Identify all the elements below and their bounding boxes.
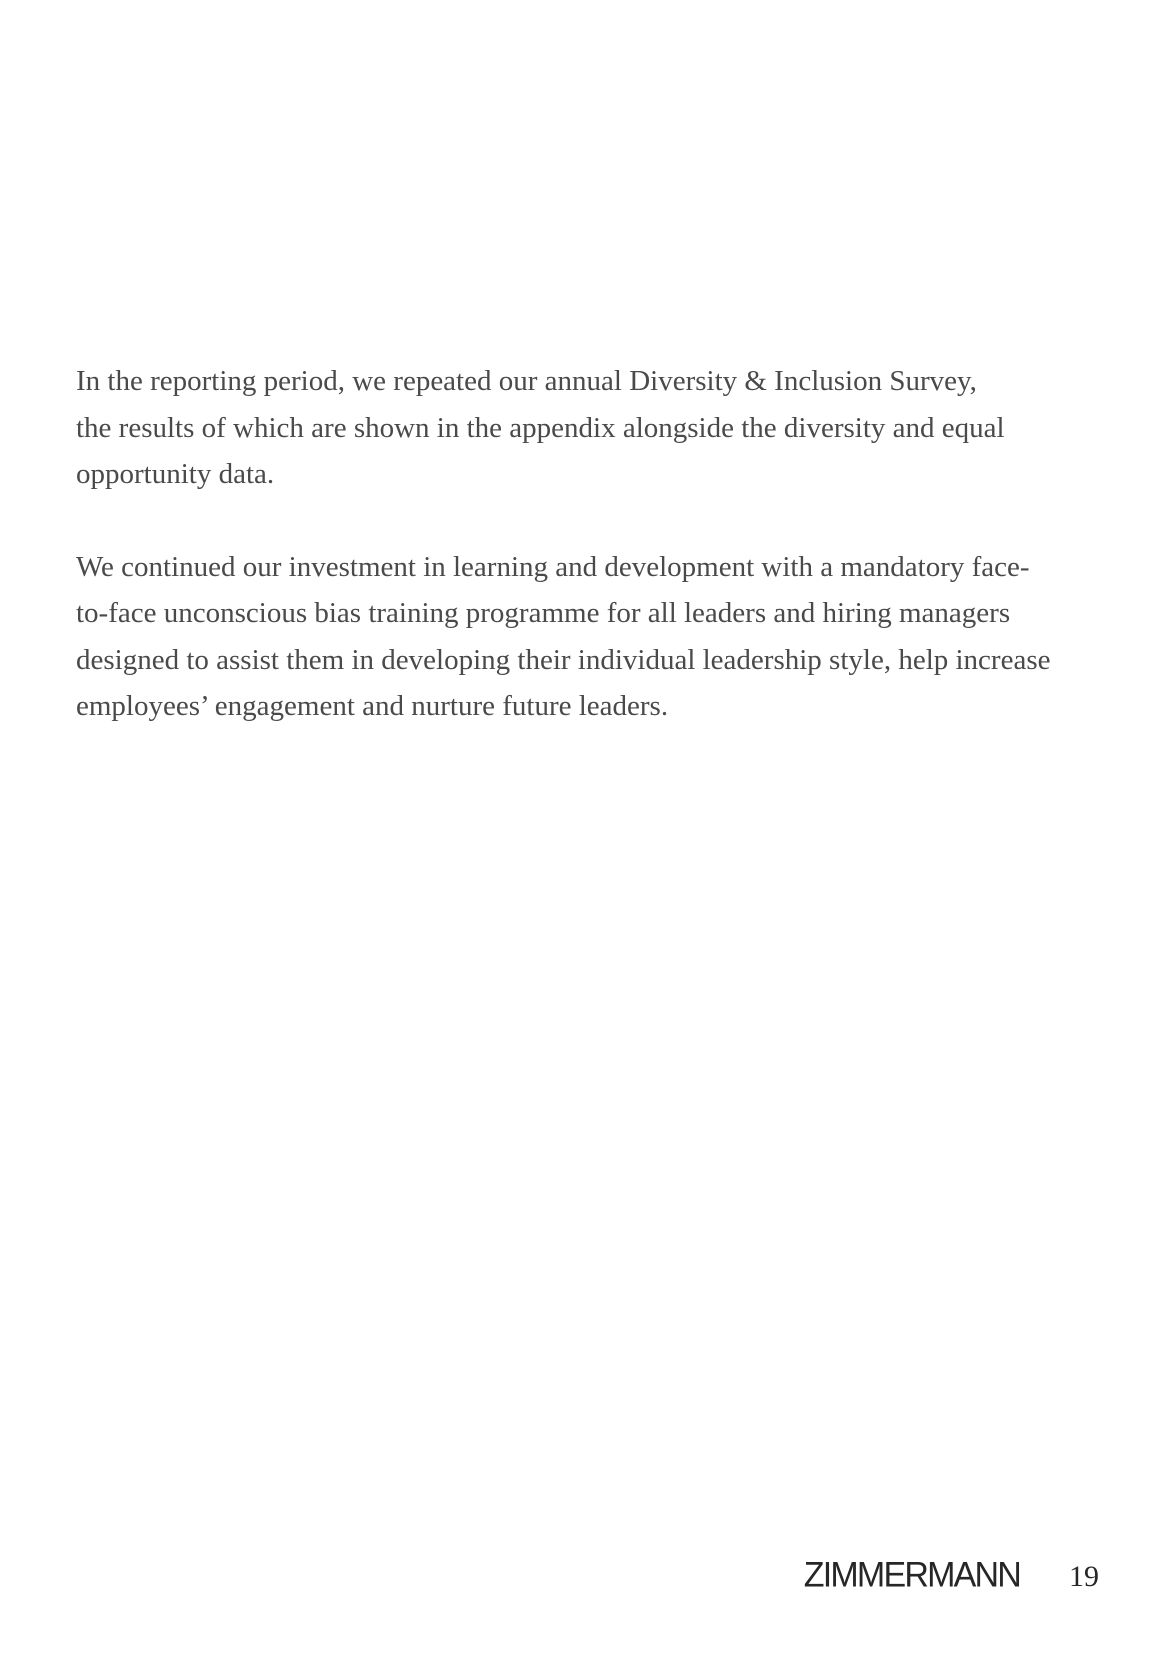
text-line: employees’ engagement and nurture future leaders. <box>76 690 669 722</box>
body-text <box>76 358 1066 730</box>
text-line: the results of which are shown in the appendix alongside the diversity and equal <box>76 411 1005 444</box>
text-line: In the reporting period, we repeated our annual Diversity & Inclusion Survey, <box>76 365 977 397</box>
brand-logo: ZIMMERMANN <box>803 1555 1020 1595</box>
text-line: designed to assist them in developing their individual leadership style, help increase <box>76 643 1051 676</box>
paragraph-training <box>76 544 1066 730</box>
text-line: to-face unconscious bias training programme for all leaders and hiring managers <box>76 597 1011 629</box>
page-footer <box>804 1556 1099 1595</box>
page-number: 19 <box>1069 1560 1099 1593</box>
text-line: opportunity data. <box>76 458 275 490</box>
text-line: We continued our investment in learning and development with a mandatory face- <box>76 550 1030 583</box>
paragraph-spacer <box>76 498 1066 544</box>
paragraph-survey <box>76 358 1066 498</box>
